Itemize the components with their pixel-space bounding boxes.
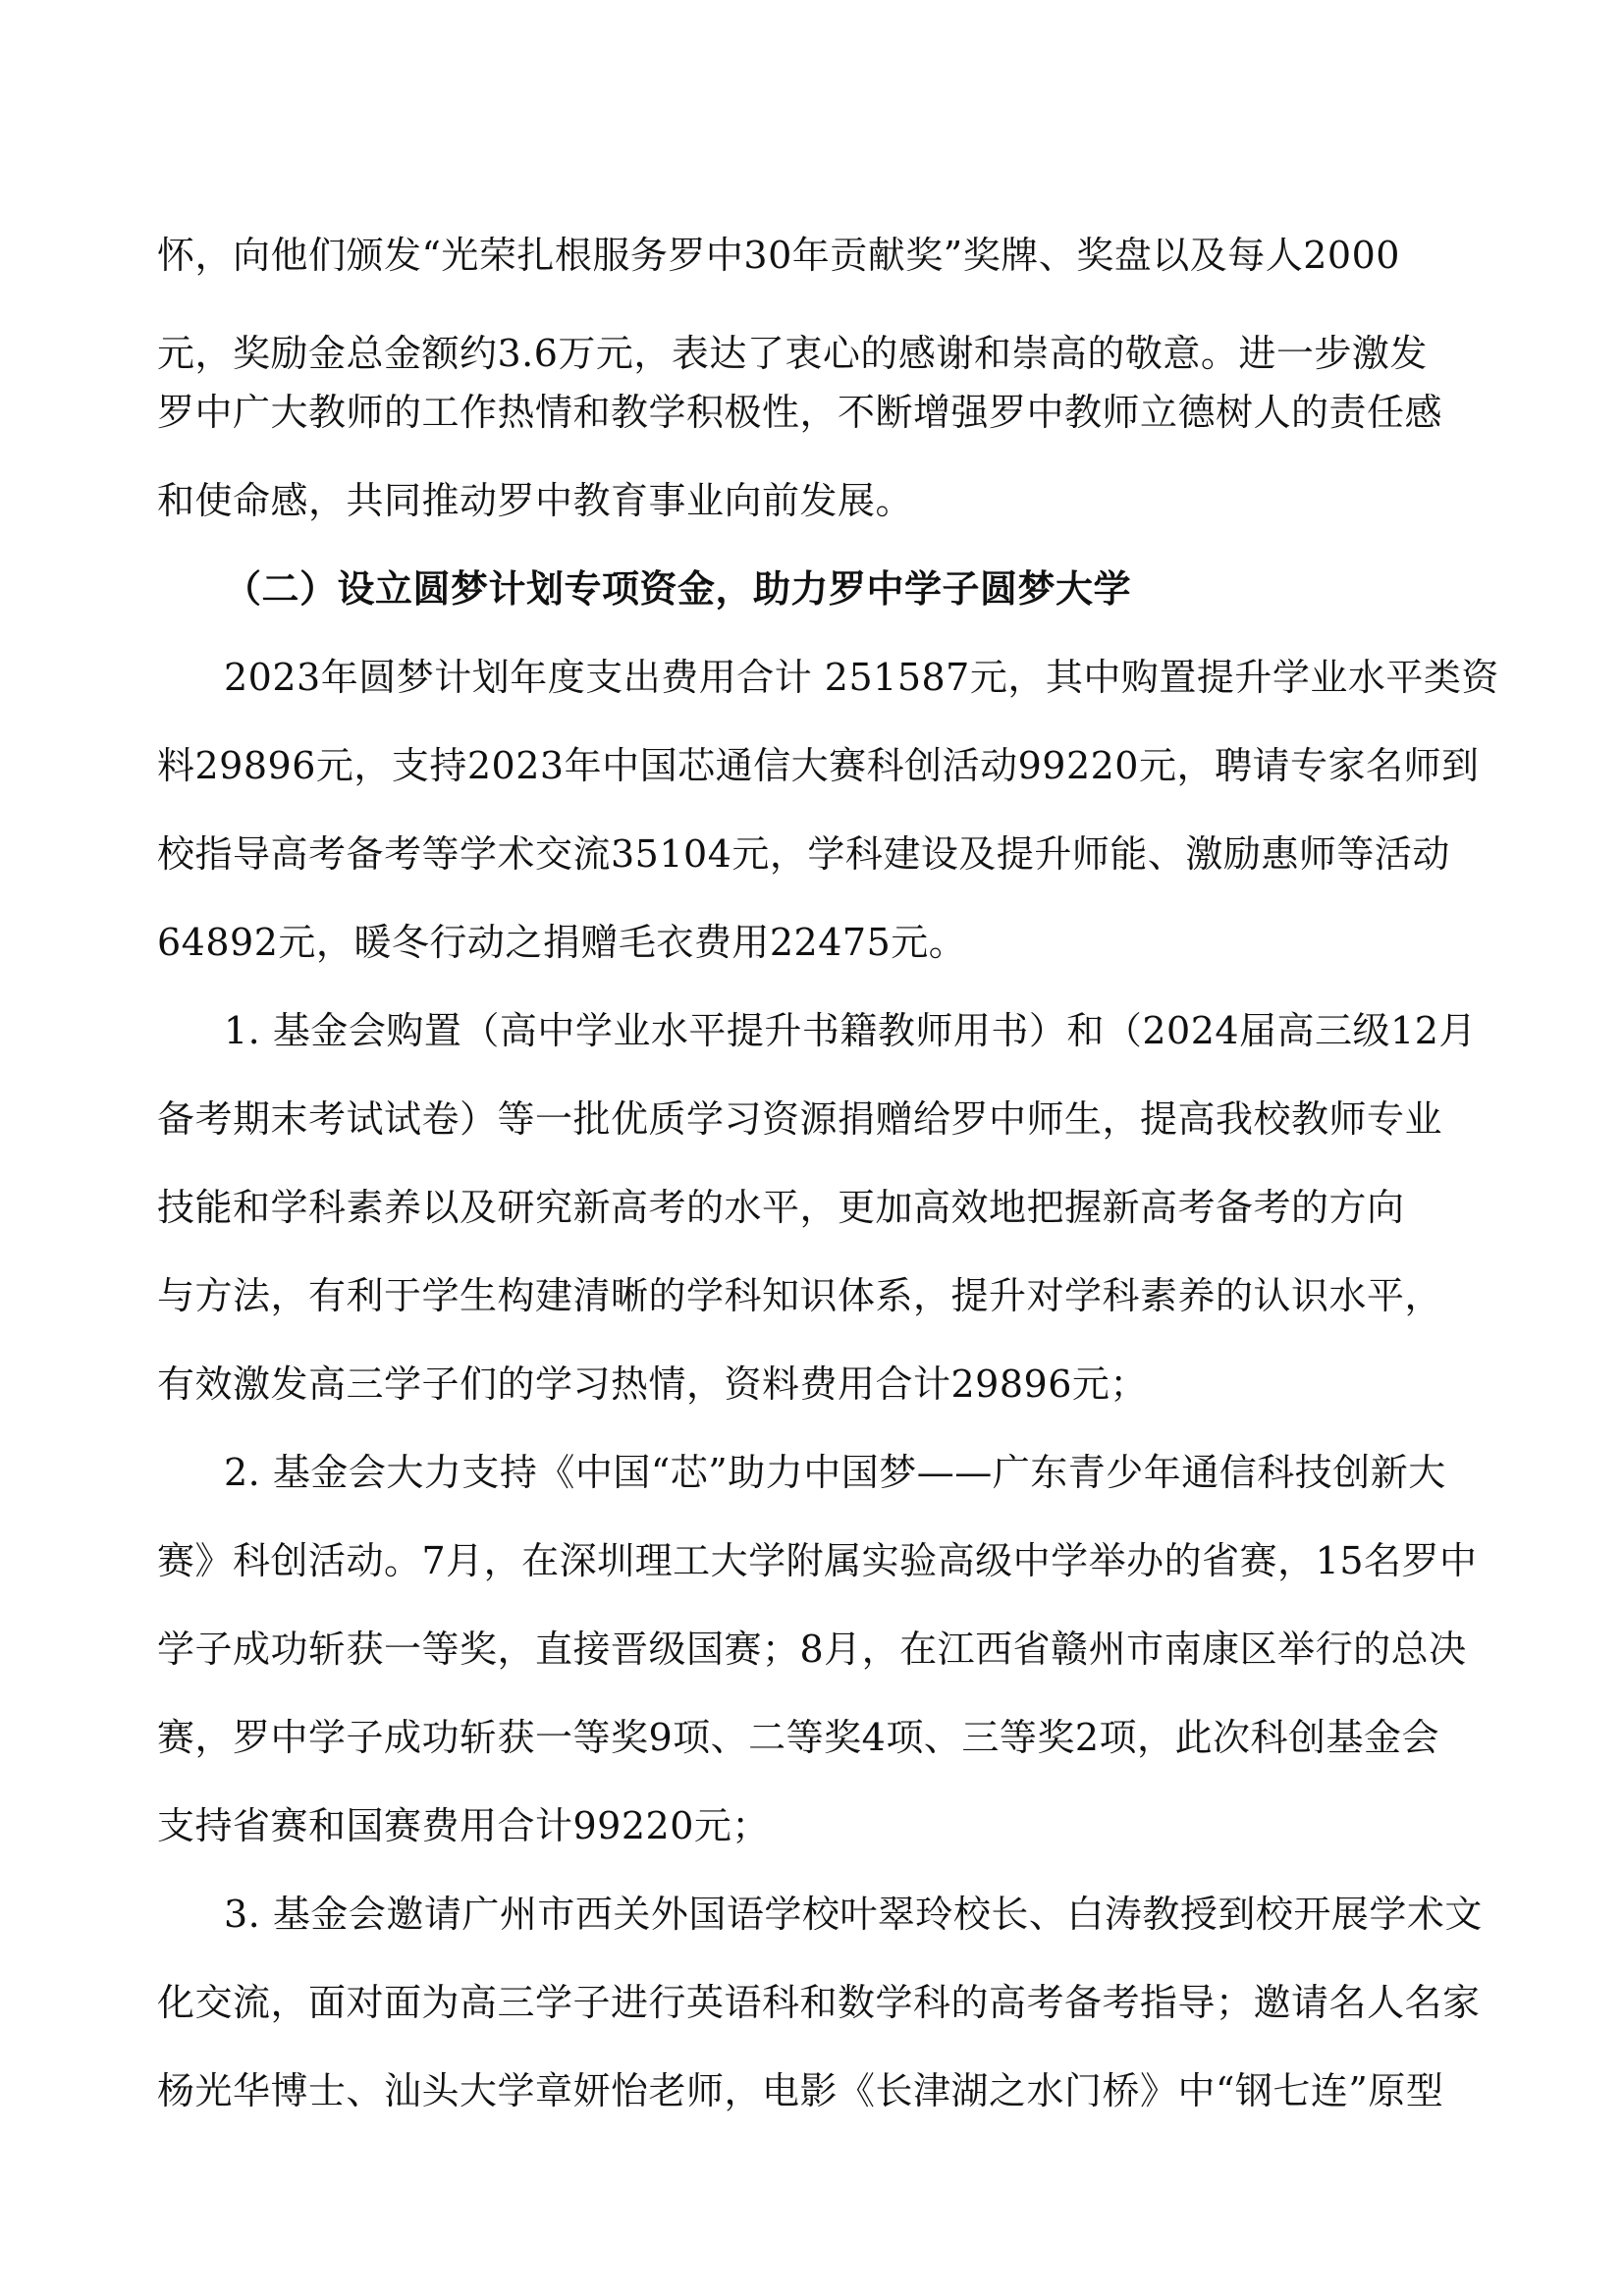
text-line: 支持省赛和国赛费用合计99220元； <box>157 1804 770 1847</box>
text-line: 技能和学科素养以及研究新高考的水平，更加高效地把握新高考备考的方向 <box>157 1186 1405 1229</box>
text-line: 校指导高考备考等学术交流35104元，学科建设及提升师能、激励惠师等活动 <box>157 832 1450 876</box>
section-heading: （二）设立圆梦计划专项资金，助力罗中学子圆梦大学 <box>224 566 1132 611</box>
list-item-start: 3. 基金会邀请广州市西关外国语学校叶翠玲校长、白涛教授到校开展学术文 <box>224 1893 1483 1936</box>
text-line: 与方法，有利于学生构建清晰的学科知识体系，提升对学科素养的认识水平， <box>157 1274 1443 1317</box>
text-line: 怀，向他们颁发“光荣扎根服务罗中30年贡献奖”奖牌、奖盘以及每人2000 <box>157 234 1400 277</box>
text-line: 元，奖励金总金额约3.6万元，表达了衷心的感谢和崇高的敬意。进一步激发 <box>157 332 1428 375</box>
list-item-start: 1. 基金会购置（高中学业水平提升书籍教师用书）和（2024届高三级12月 <box>224 1009 1477 1052</box>
text-line: 有效激发高三学子们的学习热情，资料费用合计29896元； <box>157 1362 1148 1406</box>
text-line: 化交流，面对面为高三学子进行英语科和数学科的高考备考指导；邀请名人名家 <box>157 1981 1481 2024</box>
text-line: 学子成功斩获一等奖，直接晋级国赛；8月，在江西省赣州市南康区举行的总决 <box>157 1628 1467 1671</box>
text-line: 64892元，暖冬行动之捐赠毛衣费用22475元。 <box>157 921 967 964</box>
text-line: 赛》科创活动。7月，在深圳理工大学附属实验高级中学举办的省赛，15名罗中 <box>157 1539 1478 1582</box>
text-line: 料29896元，支持2023年中国芯通信大赛科创活动99220元，聘请专家名师到 <box>157 744 1480 787</box>
text-line: 杨光华博士、汕头大学章妍怡老师，电影《长津湖之水门桥》中“钢七连”原型 <box>157 2069 1444 2112</box>
text-line: 罗中广大教师的工作热情和教学积极性，不断增强罗中教师立德树人的责任感 <box>157 391 1443 434</box>
text-line: 备考期末考试试卷）等一批优质学习资源捐赠给罗中师生，提高我校教师专业 <box>157 1097 1443 1141</box>
text-line: 和使命感，共同推动罗中教育事业向前发展。 <box>157 479 914 522</box>
list-item-start: 2. 基金会大力支持《中国“芯”助力中国梦——广东青少年通信科技创新大 <box>224 1451 1446 1494</box>
text-line: 2023年圆梦计划年度支出费用合计 251587元，其中购置提升学业水平类资 <box>224 656 1499 699</box>
text-line: 赛，罗中学子成功斩获一等奖9项、二等奖4项、三等奖2项，此次科创基金会 <box>157 1716 1440 1759</box>
